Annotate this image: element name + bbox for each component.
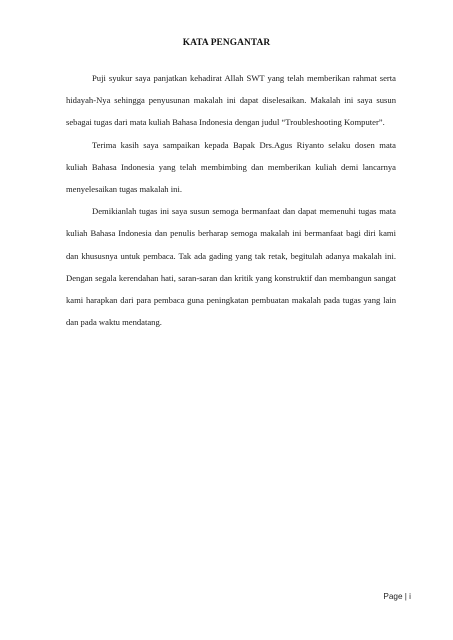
body-text xyxy=(66,67,396,333)
page-number-footer: Page | i xyxy=(383,592,411,601)
paragraph-3: Demikianlah tugas ini saya susun semoga bermanfaat dan dapat memenuhi tugas mata kuliah Bahasa Indonesia dan penulis berharap semoga makalah ini bermanfaat bagi diri kami dan khususnya untuk pembaca. Tak ada gading yang tak retak, begitulah adanya makalah ini. Dengan segala kerendahan hati, saran-saran dan kritik yang konstruktif dan membangun sangat kami harapkan dari para pembaca guna peningkatan pembuatan makalah pada tugas yang lain dan pada waktu mendatang. xyxy=(66,206,396,328)
paragraph-2: Terima kasih saya sampaikan kepada Bapak Drs.Agus Riyanto selaku dosen mata kuliah Bahasa Indonesia yang telah membimbing dan memberikan kuliah demi lancarnya menyelesaikan tugas makalah ini. xyxy=(66,139,396,195)
page-title: KATA PENGANTAR xyxy=(182,38,271,48)
paragraph-1: Puji syukur saya panjatkan kehadirat Allah SWT yang telah memberikan rahmat serta hidayah-Nya sehingga penyusunan makalah ini dapat diselesaikan. Makalah ini saya susun sebagai tugas dari mata kuliah Bahasa Indonesia dengan judul “Troubleshooting Komputer”. xyxy=(66,73,396,128)
